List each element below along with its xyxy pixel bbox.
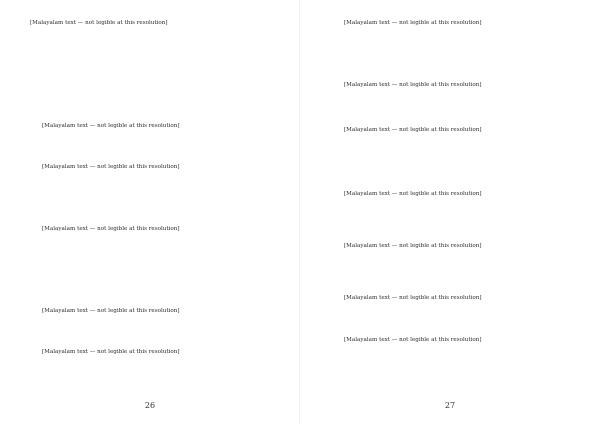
right-paragraph-3: [Malayalam text — not legible at this resolution] — [344, 127, 482, 133]
right-paragraph-4: [Malayalam text — not legible at this resolution] — [344, 191, 482, 197]
right-paragraph-1: [Malayalam text — not legible at this resolution] — [344, 20, 482, 26]
right-paragraph-2: [Malayalam text — not legible at this resolution] — [344, 82, 482, 88]
left-paragraph-4: [Malayalam text — not legible at this resolution] — [42, 226, 180, 232]
left-paragraph-6: [Malayalam text — not legible at this resolution] — [42, 349, 180, 355]
left-paragraph-2: [Malayalam text — not legible at this resolution] — [42, 123, 180, 129]
right-page-number: 27 — [444, 401, 456, 410]
right-text-column — [332, 18, 572, 398]
left-paragraph-3: [Malayalam text — not legible at this resolution] — [42, 164, 180, 170]
right-page — [300, 0, 600, 424]
left-paragraph-1: [Malayalam text — not legible at this resolution] — [30, 20, 168, 26]
left-paragraph-5: [Malayalam text — not legible at this resolution] — [42, 308, 180, 314]
right-paragraph-7: [Malayalam text — not legible at this resolution] — [344, 337, 482, 343]
right-paragraph-6: [Malayalam text — not legible at this resolution] — [344, 295, 482, 301]
left-text-column — [30, 18, 270, 398]
right-paragraph-5: [Malayalam text — not legible at this resolution] — [344, 243, 482, 249]
left-page-number: 26 — [144, 401, 156, 410]
